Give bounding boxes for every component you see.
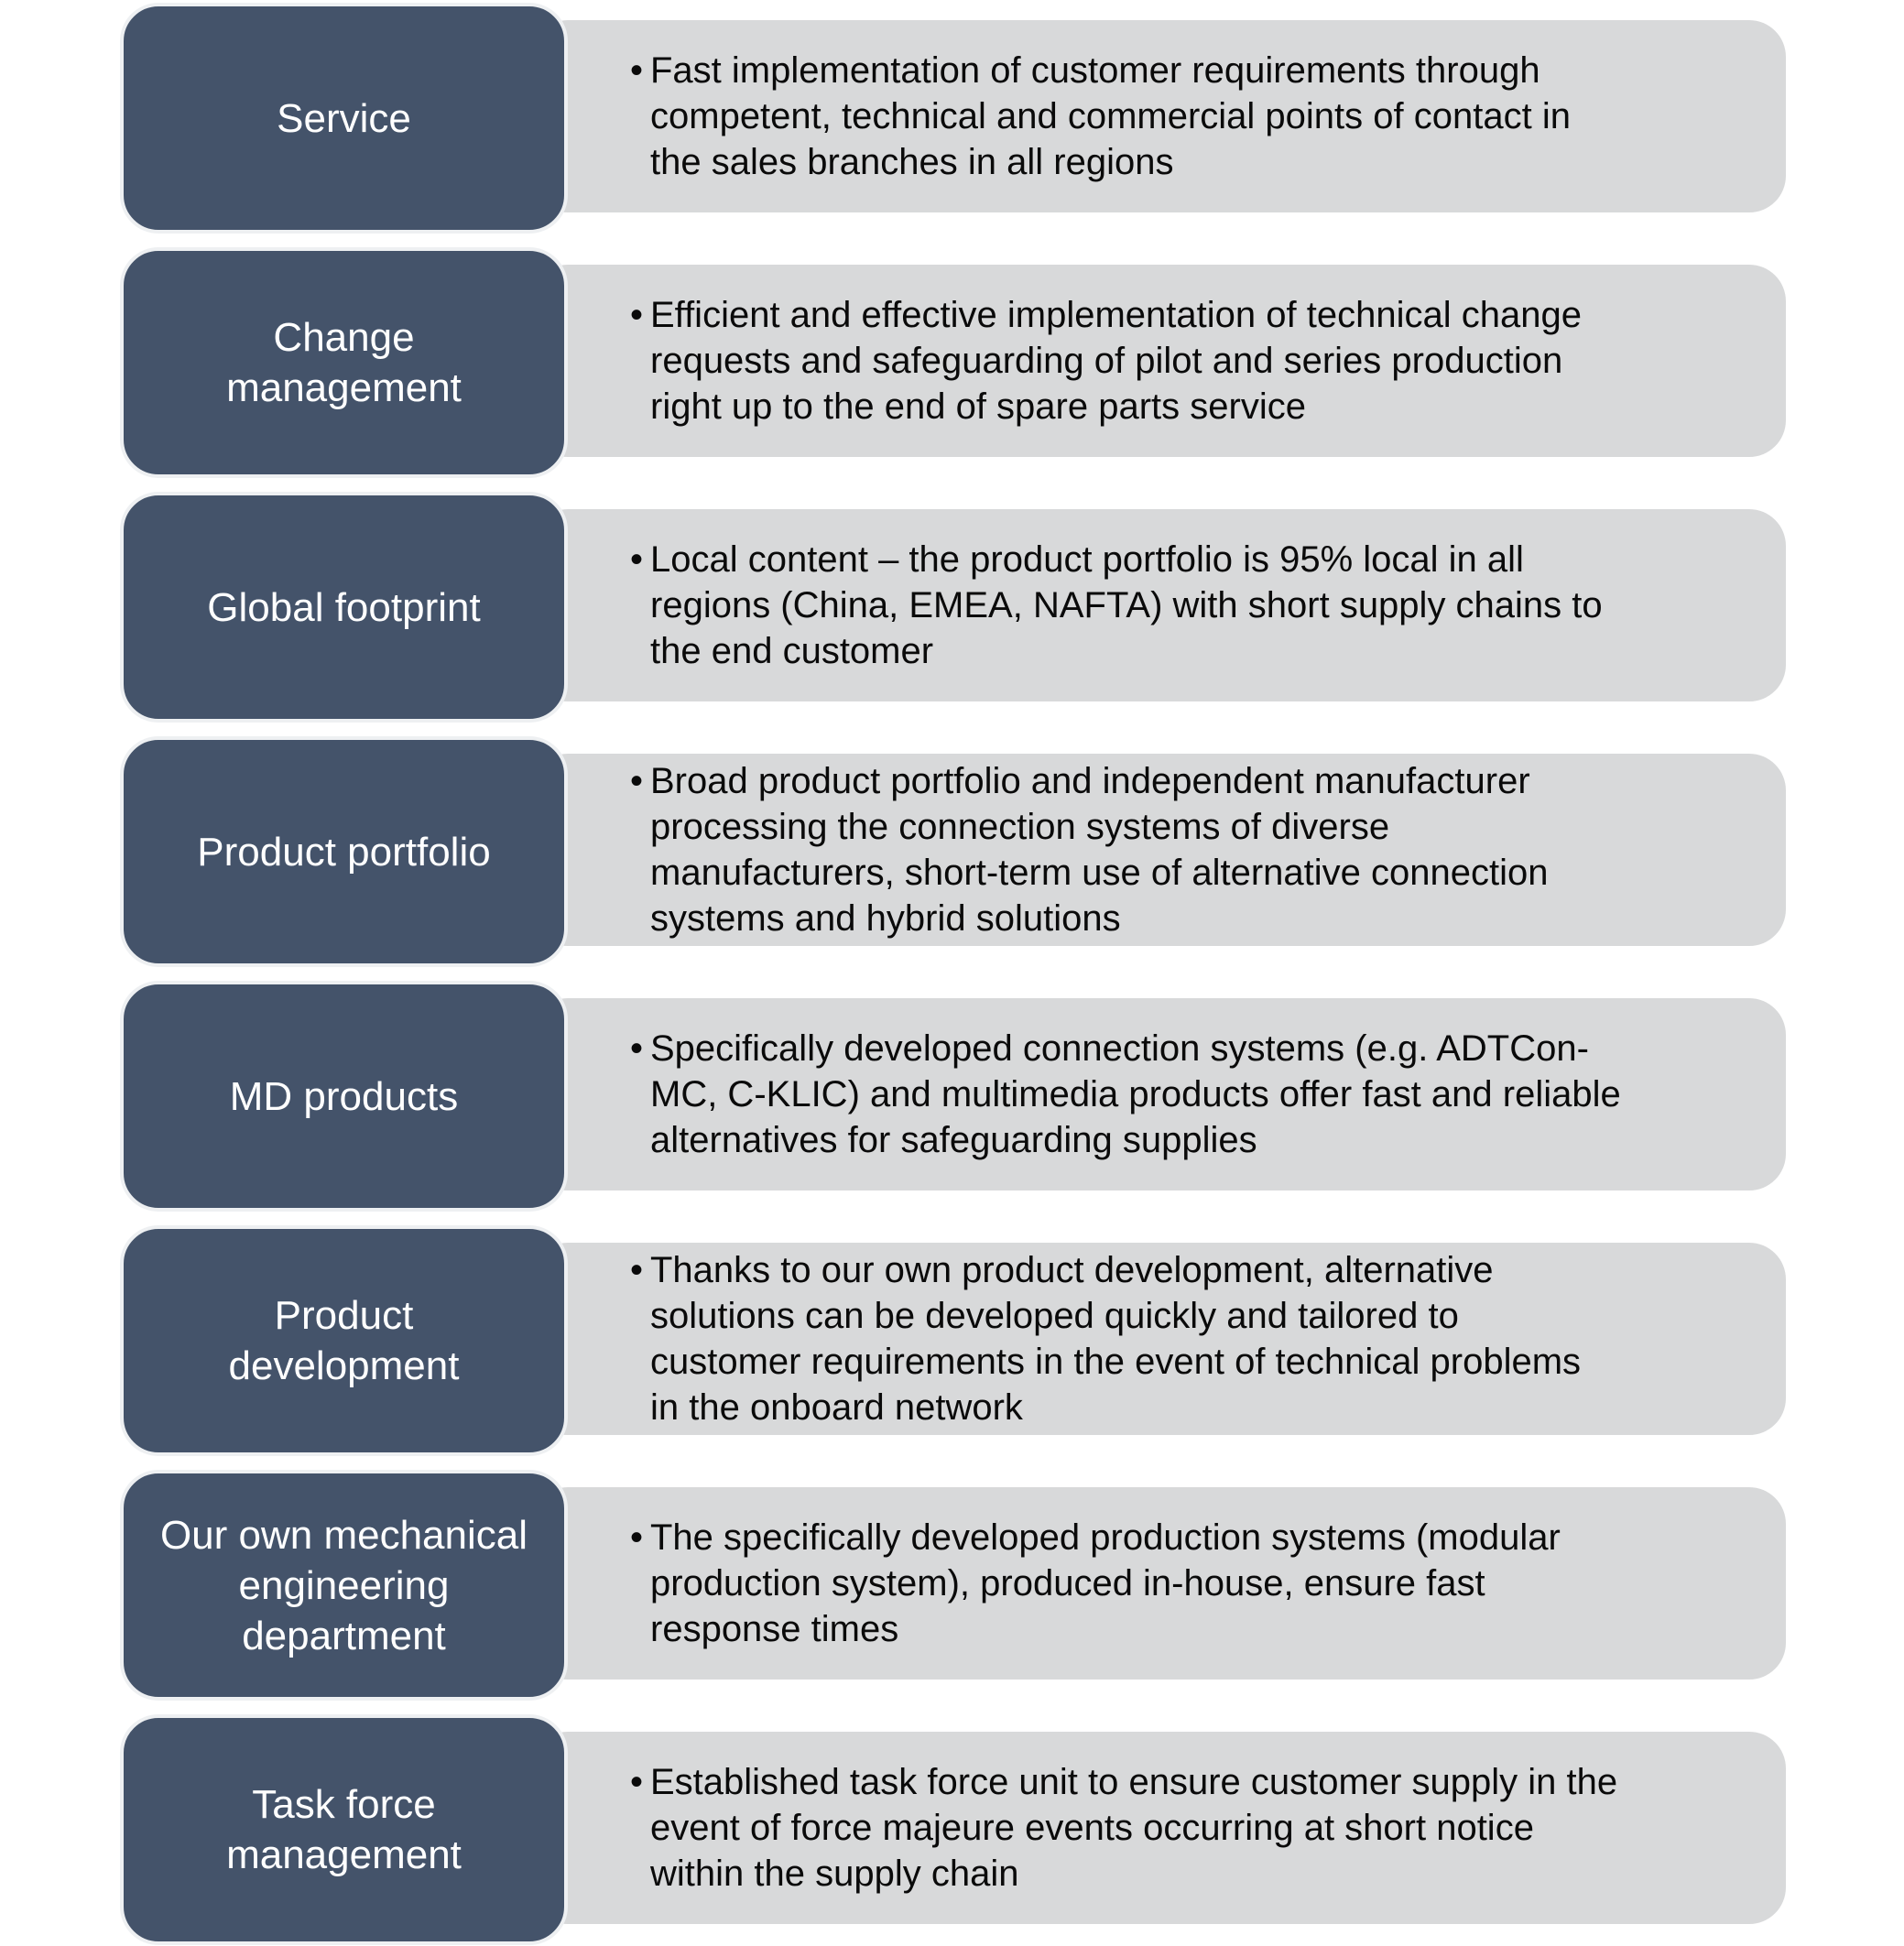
label-line: development bbox=[228, 1343, 460, 1388]
description-box bbox=[531, 509, 1786, 701]
description-text bbox=[630, 1026, 1621, 1163]
label-text bbox=[230, 1071, 458, 1122]
description-line: Established task force unit to ensure customer supply in the bbox=[650, 1762, 1618, 1802]
description-box bbox=[531, 754, 1786, 946]
row-task-force-management bbox=[0, 1712, 1904, 1946]
description-box bbox=[531, 1243, 1786, 1435]
description-line: Efficient and effective implementation of technical change bbox=[650, 295, 1582, 335]
description-line: response times bbox=[650, 1609, 899, 1649]
row-global-footprint bbox=[0, 489, 1904, 723]
row-product-development bbox=[0, 1223, 1904, 1457]
label-box bbox=[120, 247, 568, 478]
label-line: Change bbox=[273, 315, 415, 360]
label-line: MD products bbox=[229, 1073, 459, 1119]
bullet: • bbox=[630, 50, 644, 91]
description-line: event of force majeure events occurring at short notice bbox=[650, 1808, 1534, 1848]
description-line: Local content – the product portfolio is 95% local in all bbox=[650, 539, 1524, 580]
description-line: requests and safeguarding of pilot and series production bbox=[650, 341, 1563, 381]
row-change-management bbox=[0, 245, 1904, 479]
bullet: • bbox=[630, 1028, 644, 1069]
row-md-products bbox=[0, 978, 1904, 1212]
label-line: Task force bbox=[252, 1782, 436, 1827]
description-box bbox=[531, 1487, 1786, 1680]
label-line: Service bbox=[277, 95, 411, 141]
description-text bbox=[630, 292, 1582, 429]
description-line: Broad product portfolio and independent manufacturer bbox=[650, 761, 1530, 801]
label-line: management bbox=[226, 1832, 462, 1877]
label-text bbox=[226, 1779, 462, 1880]
label-line: Product portfolio bbox=[197, 829, 491, 875]
label-box bbox=[120, 3, 568, 234]
bullet: • bbox=[630, 1517, 644, 1558]
label-line: department bbox=[242, 1613, 446, 1658]
description-line: Specifically developed connection systems (e.g. ADTCon- bbox=[650, 1028, 1589, 1069]
row-service bbox=[0, 0, 1904, 234]
description-box bbox=[531, 1732, 1786, 1924]
label-text bbox=[197, 827, 490, 877]
description-box bbox=[531, 265, 1786, 457]
description-line: right up to the end of spare parts service bbox=[650, 386, 1306, 427]
bullet: • bbox=[630, 295, 644, 335]
description-line: alternatives for safeguarding supplies bbox=[650, 1120, 1257, 1160]
bullet: • bbox=[630, 1250, 644, 1290]
label-box bbox=[120, 1470, 568, 1701]
description-line: customer requirements in the event of technical problems bbox=[650, 1342, 1582, 1382]
description-line: competent, technical and commercial points of contact in bbox=[650, 96, 1571, 136]
label-box bbox=[120, 1714, 568, 1945]
row-product-portfolio bbox=[0, 734, 1904, 968]
label-line: Our own mechanical bbox=[159, 1512, 528, 1558]
label-text bbox=[226, 312, 462, 413]
bullet: • bbox=[630, 1762, 644, 1802]
description-box bbox=[531, 998, 1786, 1190]
label-text bbox=[160, 1510, 528, 1661]
label-text bbox=[277, 93, 411, 144]
label-box bbox=[120, 1225, 568, 1456]
description-text bbox=[630, 1247, 1582, 1430]
label-line: Global footprint bbox=[207, 584, 481, 630]
description-line: regions (China, EMEA, NAFTA) with short supply chains to bbox=[650, 585, 1603, 625]
label-box bbox=[120, 492, 568, 723]
description-text bbox=[630, 1759, 1618, 1897]
label-line: engineering bbox=[238, 1562, 450, 1608]
row-mechanical-engineering bbox=[0, 1467, 1904, 1701]
description-text bbox=[630, 1515, 1561, 1652]
description-line: within the supply chain bbox=[650, 1854, 1019, 1894]
label-line: Product bbox=[274, 1293, 414, 1338]
description-text bbox=[630, 48, 1571, 185]
description-line: Thanks to our own product development, alternative bbox=[650, 1250, 1494, 1290]
description-line: MC, C-KLIC) and multimedia products offer fast and reliable bbox=[650, 1074, 1621, 1114]
description-line: the end customer bbox=[650, 631, 934, 671]
label-line: management bbox=[226, 365, 462, 410]
description-text bbox=[630, 537, 1603, 674]
bullet: • bbox=[630, 761, 644, 801]
description-line: in the onboard network bbox=[650, 1387, 1023, 1428]
label-box bbox=[120, 736, 568, 967]
label-box bbox=[120, 981, 568, 1212]
description-line: solutions can be developed quickly and tailored to bbox=[650, 1296, 1459, 1336]
label-text bbox=[229, 1290, 460, 1391]
description-line: The specifically developed production systems (modular bbox=[650, 1517, 1561, 1558]
description-text bbox=[630, 758, 1549, 941]
bullet: • bbox=[630, 539, 644, 580]
description-box bbox=[531, 20, 1786, 212]
description-line: processing the connection systems of diverse bbox=[650, 807, 1390, 847]
label-text bbox=[207, 582, 480, 633]
description-line: Fast implementation of customer requirements through bbox=[650, 50, 1540, 91]
description-line: manufacturers, short-term use of alternative connection bbox=[650, 853, 1549, 893]
description-line: the sales branches in all regions bbox=[650, 142, 1174, 182]
description-line: production system), produced in-house, ensure fast bbox=[650, 1563, 1485, 1604]
description-line: systems and hybrid solutions bbox=[650, 898, 1121, 939]
